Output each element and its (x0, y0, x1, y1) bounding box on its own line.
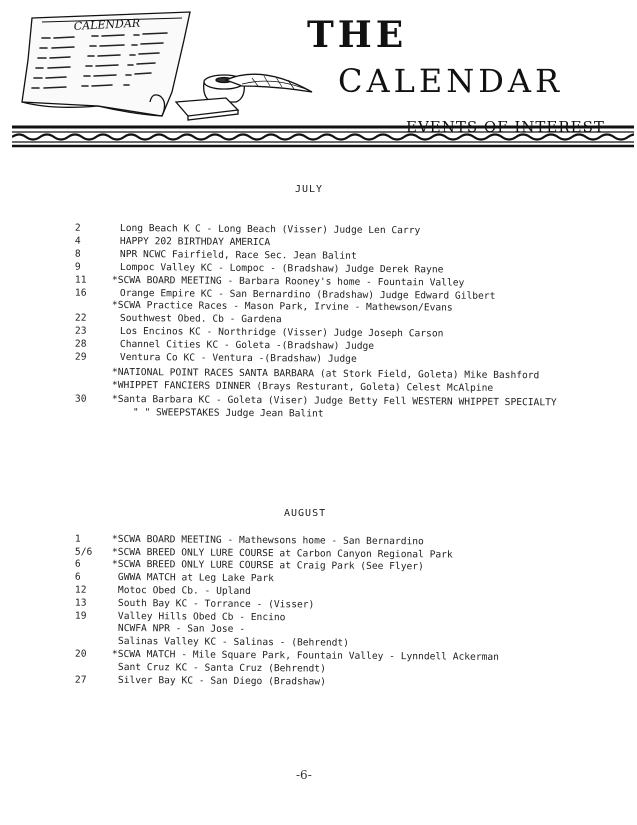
page-number: -6- (296, 768, 312, 782)
event-date: 12 (74, 584, 87, 596)
event-description: Long Beach K C - Long Beach (Visser) Judge Len Carry (119, 222, 421, 237)
event-date: 20 (74, 648, 87, 660)
event-date: 1 (74, 533, 81, 545)
event-date: 8 (74, 248, 81, 260)
event-description: Ventura Co KC - Ventura -(Bradshaw) Judge (119, 351, 357, 365)
event-description: Valley Hills Obed Cb - Encino (117, 610, 286, 624)
event-description: Lompoc Valley KC - Lompoc - (Bradshaw) Judge Derek Rayne (119, 261, 444, 276)
event-date: 30 (74, 393, 87, 405)
event-description: NCWFA NPR - San Jose - (117, 622, 246, 635)
event-date: 22 (74, 312, 87, 324)
event-description: Channel Cities KC - Goleta -(Bradshaw) Judge (119, 338, 375, 352)
month-heading-august: AUGUST (284, 508, 327, 519)
event-description: Sant Cruz KC - Santa Cruz (Behrendt) (117, 661, 326, 675)
event-description: Southwest Obed. Cb - Gardena (119, 312, 282, 326)
event-date: 6 (74, 558, 81, 570)
event-description: *SCWA BOARD MEETING - Barbara Rooney's home - Fountain Valley (111, 274, 465, 289)
event-date: 9 (74, 261, 81, 273)
calendar-quill-illustration (12, 6, 322, 126)
illustration-label: CALENDAR (73, 16, 141, 33)
decorative-border (12, 124, 634, 148)
subtitle: EVENTS OF INTEREST (406, 118, 605, 136)
event-description: *SCWA BOARD MEETING - Mathewsons home - San Bernardino (111, 533, 424, 548)
event-date: 19 (74, 610, 87, 622)
event-description: *Santa Barbara KC - Goleta (Viser) Judge Betty Fell WESTERN WHIPPET SPECIALTY (111, 393, 557, 409)
event-description: Los Encinos KC - Northridge (Visser) Judge Joseph Carson (119, 325, 444, 340)
month-heading-july: JULY (295, 184, 324, 195)
event-date: 6 (74, 571, 81, 583)
event-description: Orange Empire KC - San Bernardino (Bradshaw) Judge Edward Gilbert (119, 287, 496, 302)
event-description: *SCWA BREED ONLY LURE COURSE at Carbon Canyon Regional Park (111, 546, 453, 561)
event-description: South Bay KC - Torrance - (Visser) (117, 597, 315, 611)
event-description: Motoc Obed Cb. - Upland (117, 584, 251, 597)
event-description: *SCWA MATCH - Mile Square Park, Fountain Valley - Lynndell Ackerman (111, 648, 499, 663)
title-the: THE (307, 14, 408, 56)
event-date: 13 (74, 597, 87, 609)
event-date: 2 (74, 222, 81, 234)
event-date: 27 (74, 674, 87, 686)
event-description: *NATIONAL POINT RACES SANTA BARBARA (at Stork Field, Goleta) Mike Bashford (111, 366, 540, 382)
event-date: 29 (74, 351, 87, 363)
event-description: NPR NCWC Fairfield, Race Sec. Jean Balint (119, 248, 357, 262)
event-date: 16 (74, 287, 87, 299)
event-date: 5/6 (74, 546, 93, 558)
event-date: 4 (74, 235, 81, 247)
event-date: 23 (74, 325, 87, 337)
event-date: 11 (74, 274, 87, 286)
event-description: HAPPY 202 BIRTHDAY AMERICA (119, 235, 271, 249)
event-description: *WHIPPET FANCIERS DINNER (Brays Resturant, Goleta) Celest McAlpine (111, 379, 494, 394)
event-date: 28 (74, 338, 87, 350)
event-description: GWWA MATCH at Leg Lake Park (117, 571, 274, 585)
event-description: *SCWA BREED ONLY LURE COURSE at Craig Park (See Flyer) (111, 558, 424, 573)
event-description: *SCWA Practice Races - Mason Park, Irvine - Mathewson/Evans (111, 299, 453, 314)
title-calendar: CALENDAR (338, 62, 564, 100)
event-description: Salinas Valley KC - Salinas - (Behrendt) (117, 635, 350, 649)
event-description: Silver Bay KC - San Diego (Bradshaw) (117, 674, 326, 688)
event-description: " " SWEEPSTAKES Judge Jean Balint (132, 407, 324, 420)
